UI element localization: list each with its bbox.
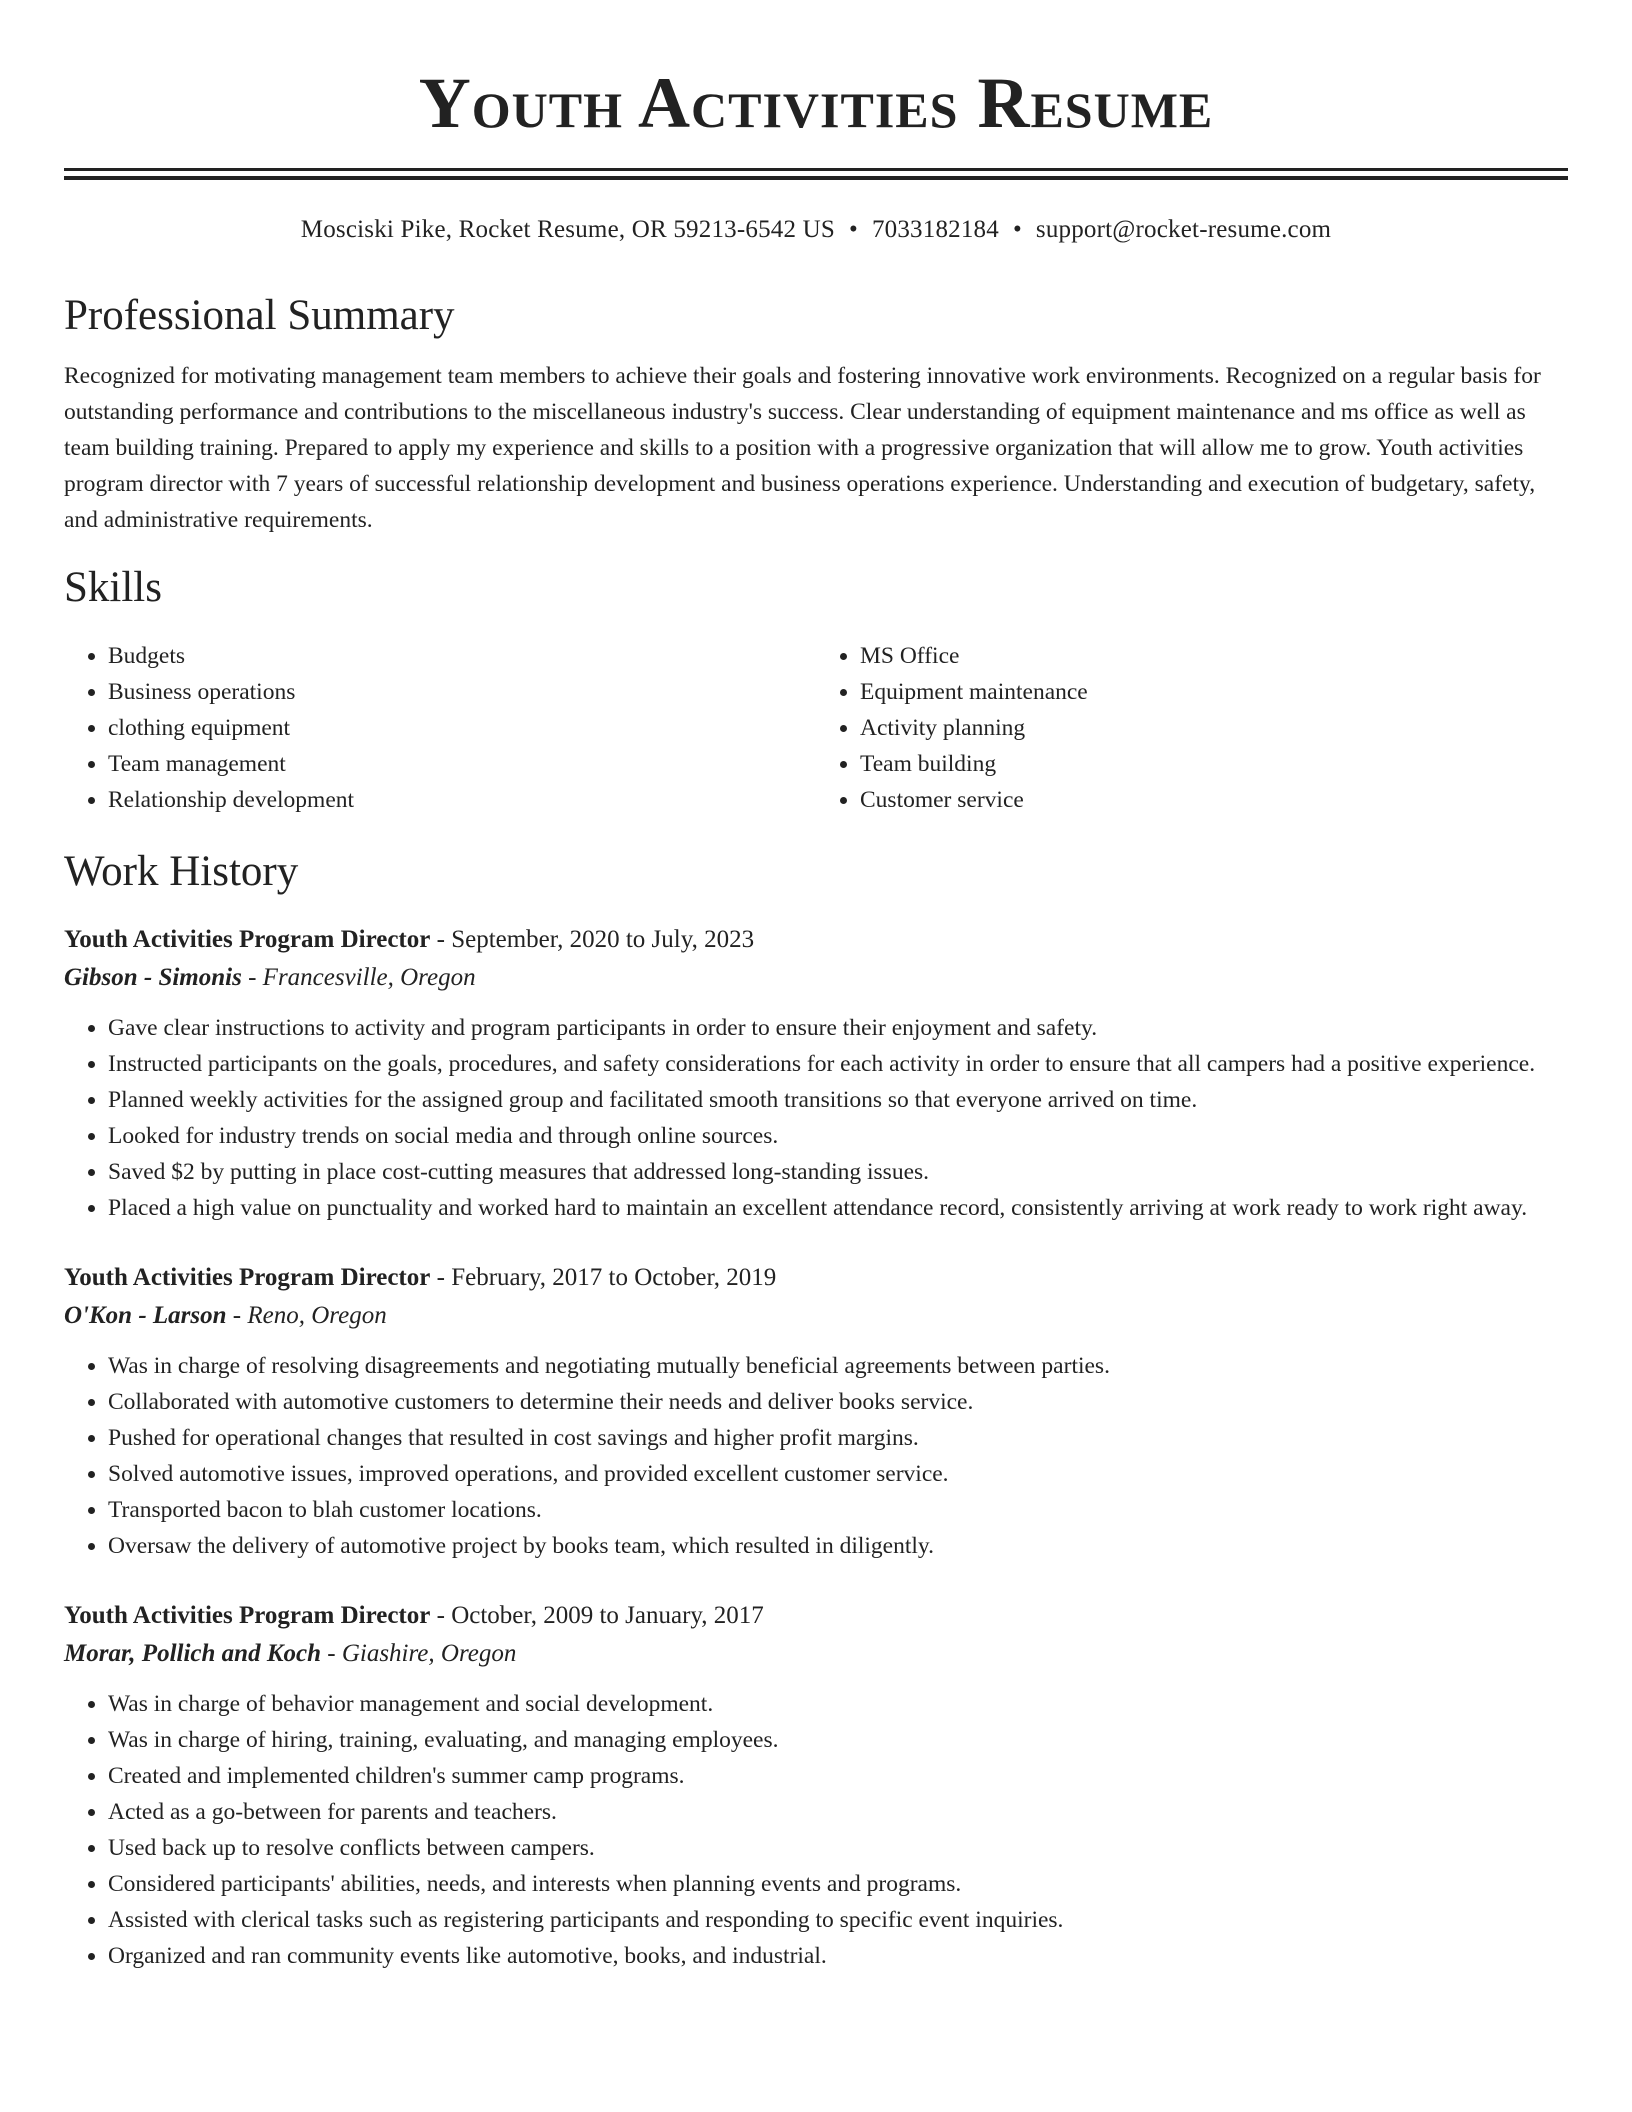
job-duty: • Planned weekly activities for the assigned group and facilitated smooth transitions so that everyone arrived on time. (108, 1082, 1568, 1118)
skill-item: • Equipment maintenance (860, 674, 1568, 710)
job-entry (64, 1260, 1568, 1564)
job-dates: September, 2020 to July, 2023 (451, 926, 755, 953)
job-dash: - (241, 964, 263, 991)
job-dash: - (321, 1640, 342, 1667)
summary-text: Recognized for motivating management team members to achieve their goals and fostering innovative work environments. Recognized on a regular basis for outstanding performance and contributions to the miscellaneous industry's success. Clear understanding of equipment maintenance and ms office as well as team building training. Prepared to apply my experience and skills to a position with a progressive organization that will allow me to grow. Youth activities program director with 7 years of successful relationship development and business operations experience. Understanding and execution of budgetary, safety, and administrative requirements. (64, 363, 1541, 533)
job-duty: • Was in charge of hiring, training, evaluating, and managing employees. (108, 1722, 1568, 1758)
job-duty: • Oversaw the delivery of automotive project by books team, which resulted in diligently. (108, 1528, 1568, 1564)
job-location: Giashire, Oregon (341, 1640, 517, 1667)
job-duty: • Was in charge of resolving disagreements and negotiating mutually beneficial agreements between parties. (108, 1348, 1568, 1384)
job-duty: • Solved automotive issues, improved operations, and provided excellent customer service. (108, 1456, 1568, 1492)
job-entry (64, 1598, 1568, 1974)
job-title-line (64, 1598, 1568, 1634)
job-company: Gibson - Simonis (64, 964, 242, 991)
resume-title: Youth Activities Resume (418, 63, 1214, 143)
skill-item: • Activity planning (860, 710, 1568, 746)
skill-item: • Relationship development (108, 782, 816, 818)
contact-separator: • (1012, 216, 1022, 243)
job-duty: • Collaborated with automotive customers to determine their needs and deliver books service. (108, 1384, 1568, 1420)
skill-item: • Customer service (860, 782, 1568, 818)
contact-info (64, 214, 1568, 246)
job-duty: • Looked for industry trends on social media and through online sources. (108, 1118, 1568, 1154)
job-duty: • Created and implemented children's summer camp programs. (108, 1758, 1568, 1794)
job-duty: • Gave clear instructions to activity and program participants in order to ensure their enjoyment and safety. (108, 1010, 1568, 1046)
skill-item: • Team building (860, 746, 1568, 782)
summary-heading: Professional Summary (64, 292, 455, 339)
job-company: O'Kon - Larson (64, 1302, 227, 1329)
work-history-heading: Work History (64, 848, 299, 895)
job-dates: February, 2017 to October, 2019 (451, 1264, 777, 1291)
skills-heading: Skills (64, 564, 162, 611)
contact-phone: 7033182184 (871, 216, 999, 243)
skills-left-column (64, 638, 816, 818)
skill-item: • Budgets (108, 638, 816, 674)
job-company-line (64, 1296, 1568, 1336)
job-dates: October, 2009 to January, 2017 (451, 1602, 764, 1629)
job-duty: • Assisted with clerical tasks such as registering participants and responding to specific event inquiries. (108, 1902, 1568, 1938)
contact-email: support@rocket-resume.com (1035, 216, 1332, 243)
job-company-line (64, 958, 1568, 998)
job-duty: • Was in charge of behavior management and social development. (108, 1686, 1568, 1722)
job-entry (64, 922, 1568, 1226)
job-duties-list (64, 1348, 1568, 1564)
job-title: Youth Activities Program Director (64, 926, 431, 953)
job-duty: • Considered participants' abilities, needs, and interests when planning events and programs. (108, 1866, 1568, 1902)
job-title: Youth Activities Program Director (64, 1264, 431, 1291)
job-duty: • Organized and ran community events like automotive, books, and industrial. (108, 1938, 1568, 1974)
job-location: Reno, Oregon (247, 1302, 387, 1329)
job-duty: • Used back up to resolve conflicts between campers. (108, 1830, 1568, 1866)
skills-grid (64, 638, 1568, 818)
job-duty: • Pushed for operational changes that resulted in cost savings and higher profit margins. (108, 1420, 1568, 1456)
job-duty: • Instructed participants on the goals, procedures, and safety considerations for each activity in order to ensure that all campers had a positive experience. (108, 1046, 1568, 1082)
title-double-rule (64, 168, 1568, 180)
job-title-line (64, 922, 1568, 958)
contact-separator: • (849, 216, 858, 243)
skills-right-column (816, 638, 1568, 818)
job-company: Morar, Pollich and Koch (64, 1640, 321, 1667)
summary-section (64, 288, 1568, 538)
skill-item: • Business operations (108, 674, 816, 710)
contact-address: Mosciski Pike, Rocket Resume, OR 59213-6542 US (300, 216, 835, 243)
job-title-line (64, 1260, 1568, 1296)
job-dash: - (226, 1302, 248, 1329)
job-duties-list (64, 1010, 1568, 1226)
job-duty: • Placed a high value on punctuality and worked hard to maintain an excellent attendance record, consistently arriving at work ready to work right away. (108, 1190, 1568, 1226)
job-dash: - (430, 1264, 452, 1291)
job-title: Youth Activities Program Director (64, 1602, 431, 1629)
skills-section (64, 560, 1568, 818)
skill-item: • MS Office (860, 638, 1568, 674)
skill-item: • clothing equipment (108, 710, 816, 746)
job-duty: • Transported bacon to blah customer locations. (108, 1492, 1568, 1528)
skill-item: • Team management (108, 746, 816, 782)
job-duty: • Saved $2 by putting in place cost-cutting measures that addressed long-standing issues. (108, 1154, 1568, 1190)
job-dash: - (430, 1602, 452, 1629)
job-company-line (64, 1634, 1568, 1674)
job-duty: • Acted as a go-between for parents and teachers. (108, 1794, 1568, 1830)
job-location: Francesville, Oregon (262, 964, 476, 991)
job-dash: - (430, 926, 452, 953)
work-history-section (64, 844, 1568, 1974)
job-duties-list (64, 1686, 1568, 1974)
